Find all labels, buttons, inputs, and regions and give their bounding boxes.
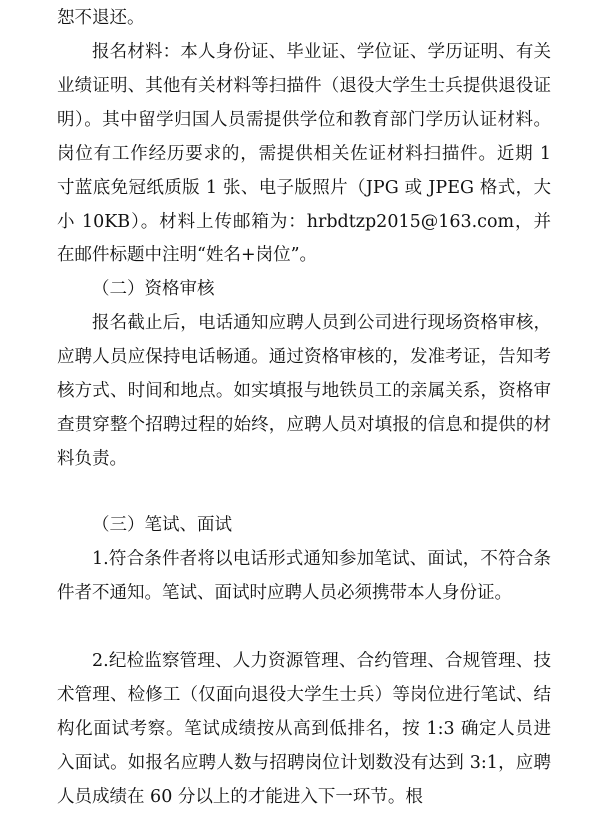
paragraph-qualification-review: 报名截止后，电话通知应聘人员到公司进行现场资格审核，应聘人员应保持电话畅通。通过资格审核的，发准考证，告知考核方式、时间和地点。如实填报与地铁员工的亲属关系，资格审查贯穿整个招聘过程的始终，应聘人员对填报的信息和提供的材料负责。 [57,313,551,469]
heading-qualification-review: （二）资格审核 [92,279,215,299]
paragraph-refund-note: 恕不退还。 [57,8,145,28]
paragraph-test-notice: 1.符合条件者将以电话形式通知参加笔试、面试，不符合条件者不通知。笔试、面试时应聘人员必须携带本人身份证。 [57,549,551,603]
heading-written-test-interview: （三）笔试、面试 [92,515,232,535]
paragraph-test-positions: 2.纪检监察管理、人力资源管理、合约管理、合规管理、技术管理、检修工（仅面向退役大学生士兵）等岗位进行笔试、结构化面试考察。笔试成绩按从高到低排名，按 1:3 确定人员进入面试。如报名应聘人数与招聘岗位计划数没有达到 3:1，应聘人员成绩在 60 分以上的才能进入下一环节。根 [57,651,551,807]
paragraph-application-materials: 报名材料：本人身份证、毕业证、学位证、学历证明、有关业绩证明、其他有关材料等扫描件（退役大学生士兵提供退役证明）。其中留学归国人员需提供学位和教育部门学历认证材料。岗位有工作经历要求的，需提供相关佐证材料扫描件。近期 1 寸蓝底免冠纸质版 1 张、电子版照片（JPG 或 JPEG 格式，大小 10KB）。材料上传邮箱为：hrbdtzp2015@163.com，并在邮件标题中注明“姓名+岗位”。 [57,42,551,266]
